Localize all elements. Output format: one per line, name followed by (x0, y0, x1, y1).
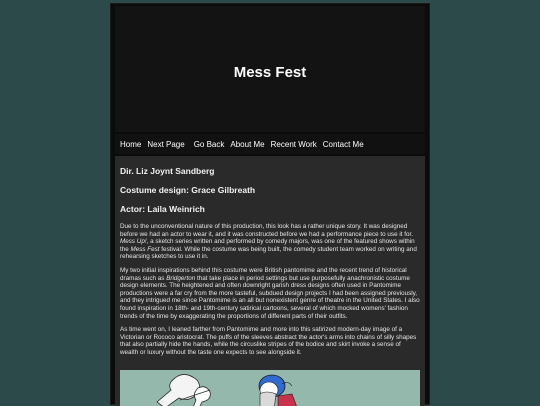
nav-contact-me-link[interactable]: Contact Me (322, 139, 364, 149)
site-title: Mess Fest (233, 64, 307, 81)
director-credit: Dir. Liz Joynt Sandberg (120, 166, 215, 176)
nav-home-link[interactable]: Home (120, 139, 142, 149)
nav-next-page-link[interactable]: Next Page (147, 139, 185, 149)
actor-credit: Actor: Laila Weinrich (120, 204, 205, 214)
paragraph-development: As time went on, I leaned farther from Pantomime and more into this satirized modern-day image of a Victorian or Rococo aristocrat. The puffs of the sleeves abstract the actor's arms into chains of silly shapes that also partially hide the hands, while the circuslike stripes of the bodice and skirt invoke a sense of wealth or luxury without the taste one expects to see alongside it. (120, 326, 417, 356)
costume-illustration (120, 370, 420, 406)
page-frame (110, 3, 430, 405)
nav-recent-work-link[interactable]: Recent Work (270, 139, 317, 149)
nav-bar (115, 134, 425, 154)
nav-go-back-link[interactable]: Go Back (193, 139, 225, 149)
costume-credit: Costume design: Grace Gilbreath (120, 185, 256, 195)
paragraph-inspiration: My two initial inspirations behind this costume were British pantomime and the recent trend of historical dramas such as Bridgerton that take place in period settings but use purposefully anachronistic costume design elements. The heightened and often downright garish dress designs often used in Pantomime productions were a far cry from the more tasteful, subdued design projects I had been assigned previously, and they intrigued me since Pantomime is an all but nonexistent genre of theatre in the United States. I also found inspiration in 18th- and 19th-century satirical cartoons, several of which mocked womens' fashion trends of the time by exaggerating the proportions of different parts of their outfits. (120, 266, 420, 320)
nav-about-me-link[interactable]: About Me (230, 139, 265, 149)
main-content (115, 156, 425, 406)
paragraph-intro: Due to the unconventional nature of this production, this look has a rather unique story. It was designed before we had an actor to wear it, and it was constructed before we had a performance piece to use it for. Mess Up!, a sketch series written and performed by comedy majors, was one of the featured shows within the Mess Fest festival. While the costume was being built, the comedy student team worked on writing and rehearsing sketches to use it in. (120, 223, 417, 261)
costume-illustration-drawing (120, 370, 420, 406)
site-header (115, 6, 425, 132)
